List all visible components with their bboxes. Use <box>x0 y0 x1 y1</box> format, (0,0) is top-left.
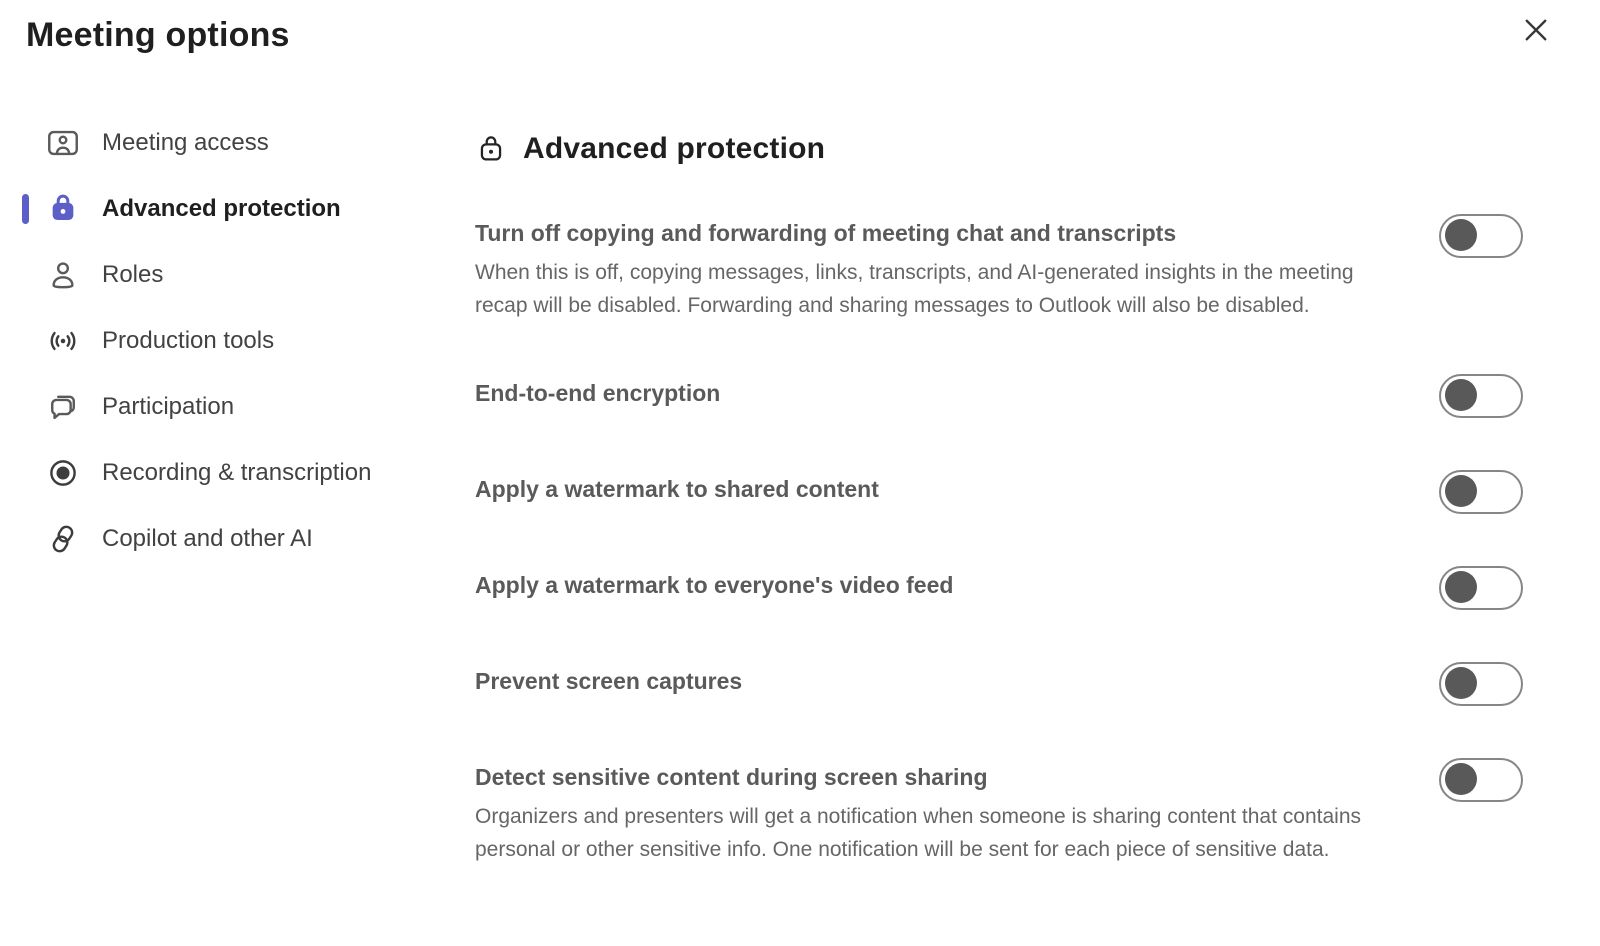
sidebar-item-meeting-access[interactable] <box>0 110 475 176</box>
setting-row <box>475 666 1523 706</box>
setting-description: When this is off, copying messages, links, transcripts, and AI-generated insights in the meeting recap will be disabled. Forwarding and sharing messages to Outlook will also be disabled. <box>475 261 1354 317</box>
chat-bubbles-icon <box>46 390 80 424</box>
toggle-apply-a-watermark-to-everyone-s-video-feed[interactable] <box>1439 566 1523 610</box>
setting-text <box>475 378 1439 408</box>
setting-label: Apply a watermark to everyone's video feed <box>475 572 954 598</box>
toggle-knob <box>1445 763 1477 795</box>
sidebar-item-advanced-protection[interactable] <box>0 176 475 242</box>
setting-description: Organizers and presenters will get a notification when someone is sharing content that contains personal or other sensitive info. One notification will be sent for each piece of sensitive data. <box>475 805 1361 861</box>
toggle-turn-off-copying-and-forwarding-of-meeting-chat-and-transcripts[interactable] <box>1439 214 1523 258</box>
sidebar-item-production-tools[interactable] <box>0 308 475 374</box>
setting-text <box>475 474 1439 504</box>
setting-row <box>475 218 1523 322</box>
panel-heading-label: Advanced protection <box>523 132 826 165</box>
sidebar-item-label: Recording & transcription <box>102 459 372 486</box>
settings-list <box>475 218 1523 866</box>
close-icon <box>1521 15 1551 45</box>
sidebar-item-label: Production tools <box>102 327 275 354</box>
sidebar-item-roles[interactable] <box>0 242 475 308</box>
setting-text <box>475 762 1439 866</box>
toggle-end-to-end-encryption[interactable] <box>1439 374 1523 418</box>
active-indicator <box>22 194 29 224</box>
sidebar-item-label: Copilot and other AI <box>102 525 313 552</box>
sidebar-item-label: Meeting access <box>102 129 269 156</box>
setting-row <box>475 474 1523 514</box>
panel-heading <box>475 132 1523 166</box>
dialog-title: Meeting options <box>26 16 290 54</box>
close-button[interactable] <box>1514 8 1558 52</box>
toggle-knob <box>1445 667 1477 699</box>
lock-filled-icon <box>46 192 80 226</box>
sidebar-item-label: Roles <box>102 261 164 288</box>
sidebar-item-label: Advanced protection <box>102 195 341 222</box>
dialog-body <box>0 58 1600 922</box>
setting-label: Apply a watermark to shared content <box>475 476 879 502</box>
lock-outline-icon <box>475 133 507 165</box>
toggle-knob <box>1445 475 1477 507</box>
toggle-knob <box>1445 219 1477 251</box>
setting-label: Turn off copying and forwarding of meeting chat and transcripts <box>475 220 1177 246</box>
sidebar-nav <box>0 58 475 572</box>
setting-row <box>475 570 1523 610</box>
toggle-detect-sensitive-content-during-screen-sharing[interactable] <box>1439 758 1523 802</box>
sidebar-item-recording-transcription[interactable] <box>0 440 475 506</box>
setting-row <box>475 762 1523 866</box>
sidebar-item-label: Participation <box>102 393 235 420</box>
sidebar-item-copilot-and-other-ai[interactable] <box>0 506 475 572</box>
broadcast-icon <box>46 324 80 358</box>
toggle-knob <box>1445 379 1477 411</box>
dialog-header <box>0 0 1600 58</box>
setting-text <box>475 570 1439 600</box>
sidebar-item-participation[interactable] <box>0 374 475 440</box>
settings-panel <box>475 58 1600 922</box>
record-icon <box>46 456 80 490</box>
setting-text <box>475 666 1439 696</box>
copilot-icon <box>46 522 80 556</box>
person-card-icon <box>46 126 80 160</box>
toggle-knob <box>1445 571 1477 603</box>
toggle-apply-a-watermark-to-shared-content[interactable] <box>1439 470 1523 514</box>
setting-row <box>475 378 1523 418</box>
person-icon <box>46 258 80 292</box>
setting-label: Detect sensitive content during screen sharing <box>475 764 988 790</box>
setting-text <box>475 218 1439 322</box>
setting-label: Prevent screen captures <box>475 668 743 694</box>
setting-label: End-to-end encryption <box>475 380 721 406</box>
toggle-prevent-screen-captures[interactable] <box>1439 662 1523 706</box>
